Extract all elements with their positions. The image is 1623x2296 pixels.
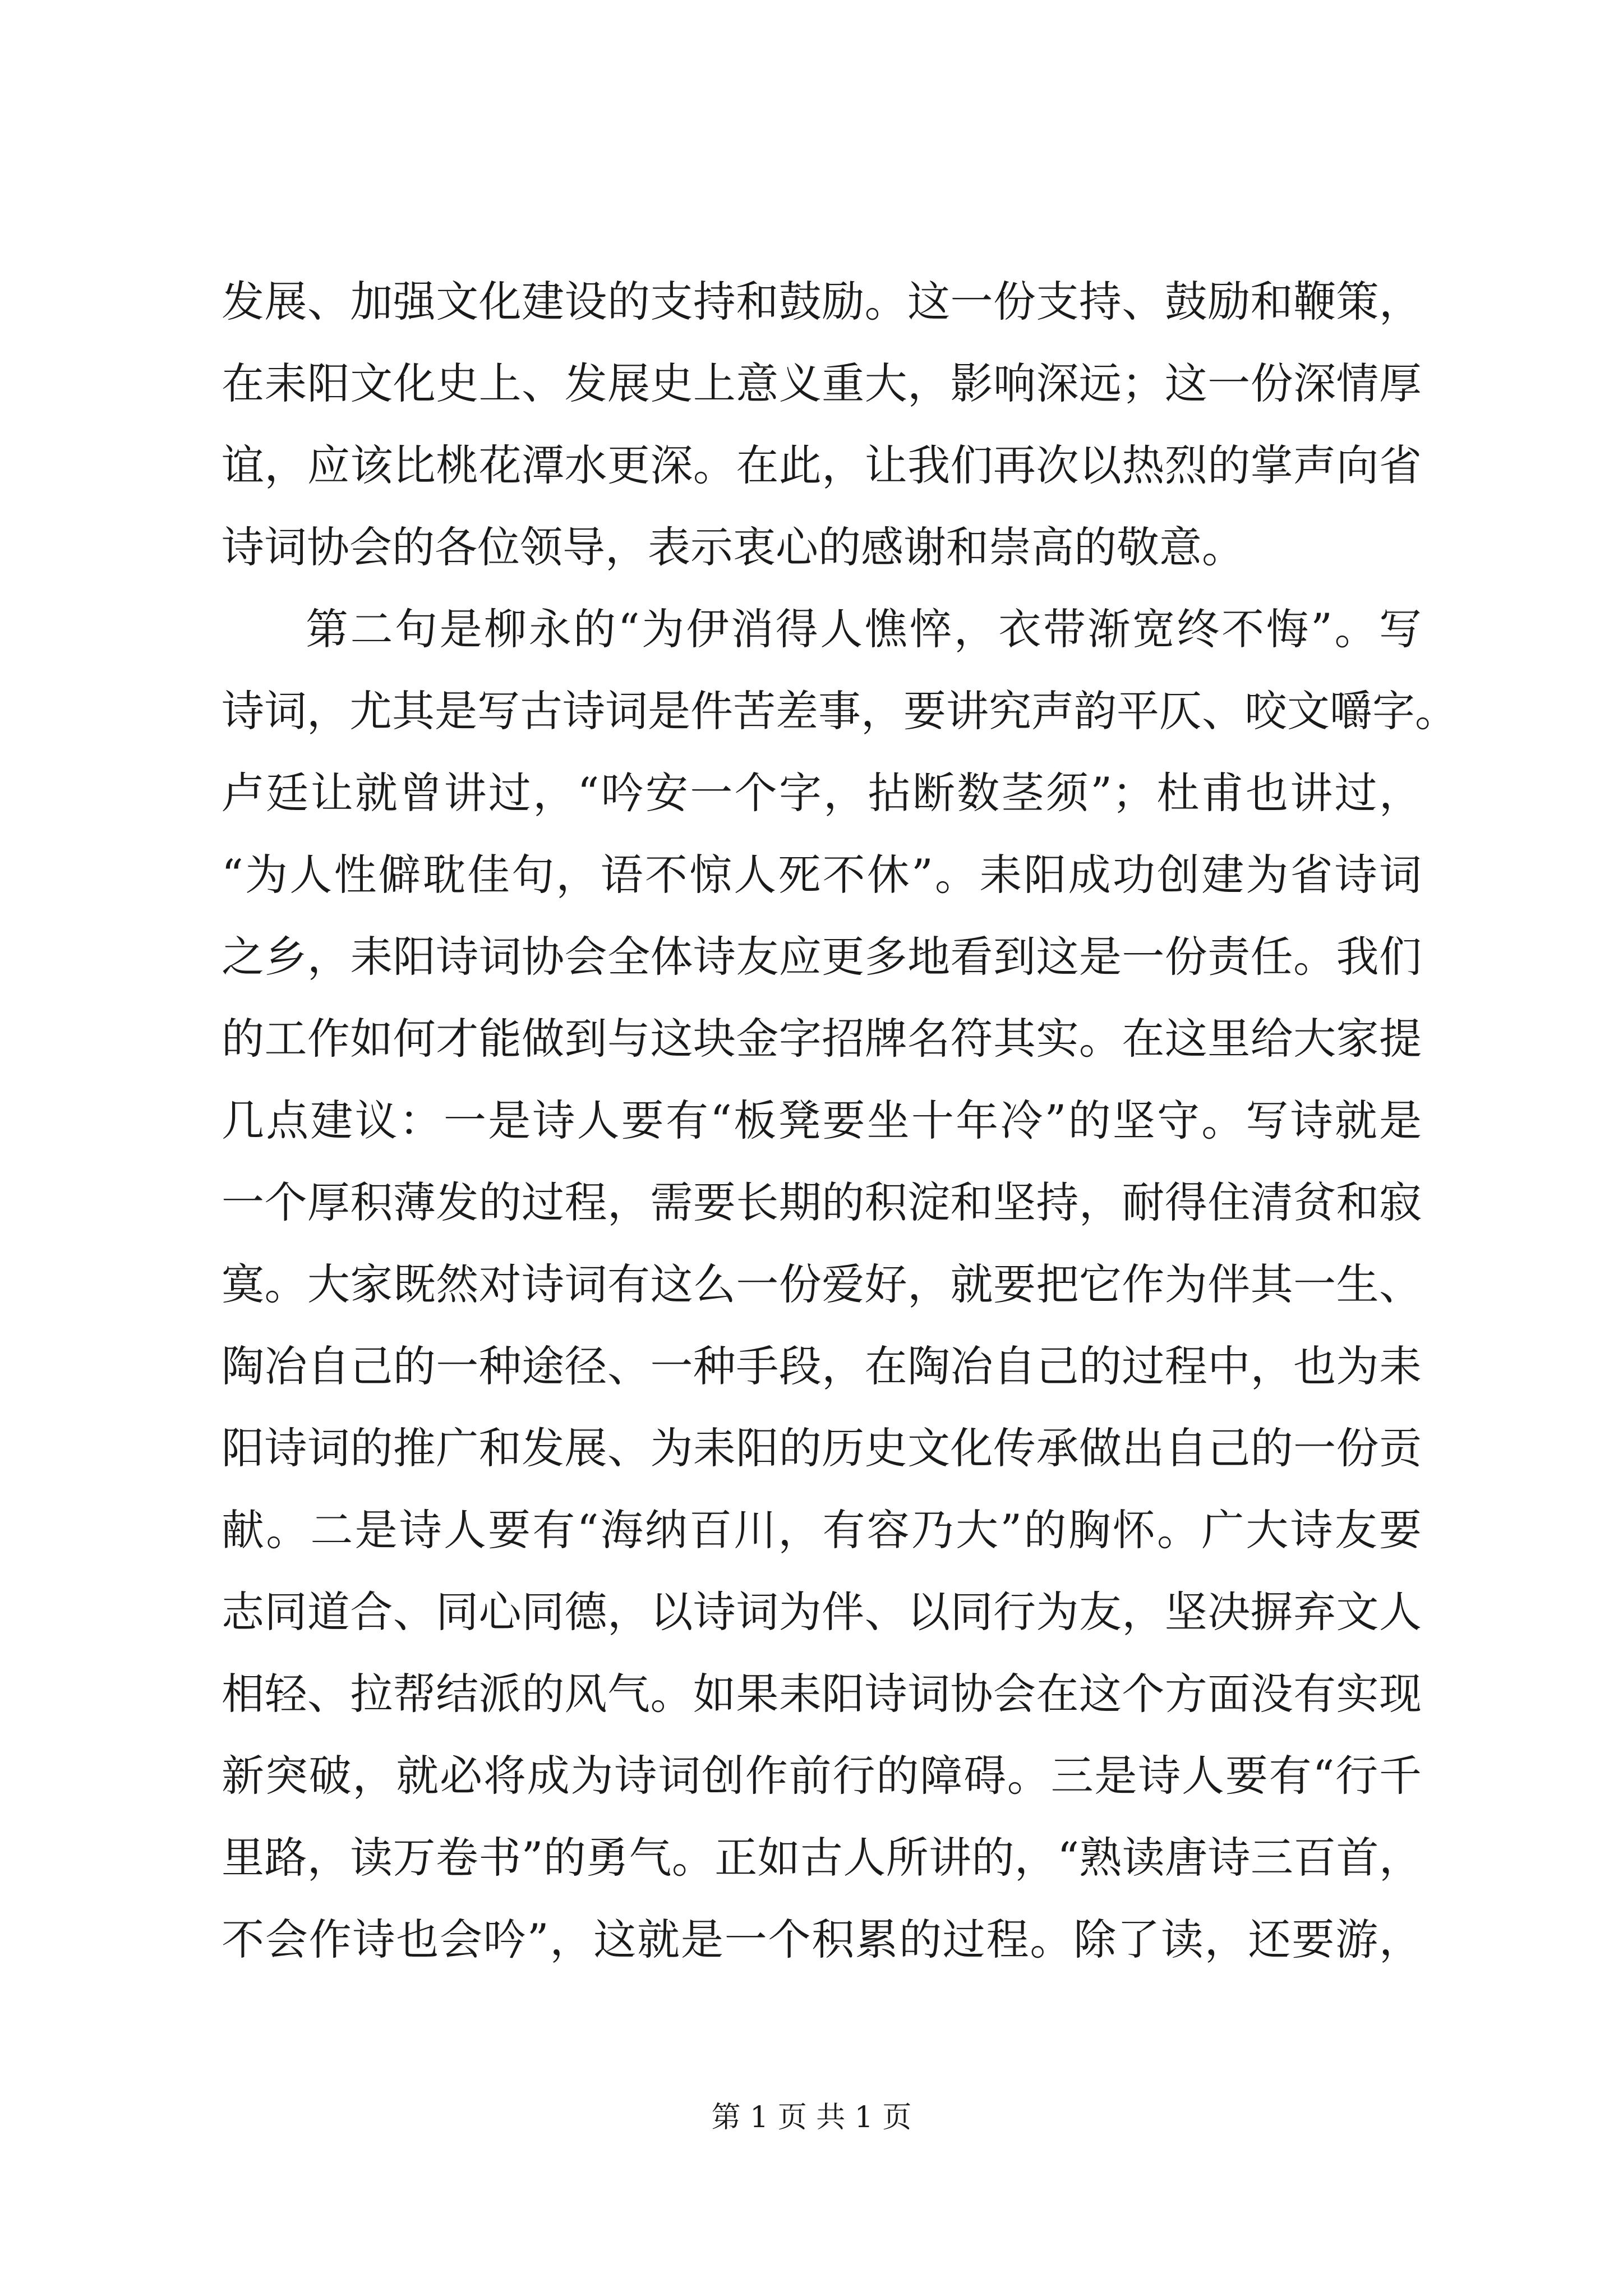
- text-line: 里路，读万卷书”的勇气。正如古人所讲的，“熟读唐诗三百首，: [222, 1833, 1422, 1883]
- text-line: 的工作如何才能做到与这块金字招牌名符其实。在这里给大家提: [222, 1014, 1422, 1064]
- text-line: “为人性僻耽佳句，语不惊人死不休”。耒阳成功创建为省诗词: [222, 850, 1422, 900]
- text-line: 献。二是诗人要有“海纳百川，有容乃大”的胸怀。广大诗友要: [222, 1505, 1422, 1555]
- text-line: 卢廷让就曾讲过，“吟安一个字，拈断数茎须”；杜甫也讲过，: [222, 768, 1422, 818]
- text-line: 之乡，耒阳诗词协会全体诗友应更多地看到这是一份责任。我们: [222, 932, 1422, 982]
- text-line: 一个厚积薄发的过程，需要长期的积淀和坚持，耐得住清贫和寂: [222, 1177, 1422, 1227]
- text-line: 寞。大家既然对诗词有这么一份爱好，就要把它作为伴其一生、: [222, 1259, 1422, 1309]
- text-line: 志同道合、同心同德，以诗词为伴、以同行为友，坚决摒弃文人: [222, 1587, 1422, 1637]
- text-line: 谊，应该比桃花潭水更深。在此，让我们再次以热烈的掌声向省: [222, 440, 1422, 490]
- text-line: 阳诗词的推广和发展、为耒阳的历史文化传承做出自己的一份贡: [222, 1423, 1422, 1473]
- body-text: [222, 261, 1458, 1981]
- text-line: 陶冶自己的一种途径、一种手段，在陶冶自己的过程中，也为耒: [222, 1341, 1422, 1391]
- text-line: 相轻、拉帮结派的风气。如果耒阳诗词协会在这个方面没有实现: [222, 1669, 1422, 1719]
- text-line: 在耒阳文化史上、发展史上意义重大，影响深远；这一份深情厚: [222, 358, 1422, 408]
- page-footer: 第 1 页 共 1 页: [711, 2101, 912, 2134]
- text-line: 新突破，就必将成为诗词创作前行的障碍。三是诗人要有“行千: [222, 1751, 1422, 1801]
- text-line: 不会作诗也会吟”，这就是一个积累的过程。除了读，还要游，: [222, 1915, 1422, 1964]
- text-line: 诗词协会的各位领导，表示衷心的感谢和崇高的敬意。: [222, 522, 1244, 572]
- text-line: 几点建议：一是诗人要有“板凳要坐十年冷”的坚守。写诗就是: [222, 1096, 1422, 1145]
- text-line: 发展、加强文化建设的支持和鼓励。这一份支持、鼓励和鞭策，: [222, 277, 1422, 326]
- text-line: 诗词，尤其是写古诗词是件苦差事，要讲究声韵平仄、咬文嚼字。: [222, 686, 1458, 736]
- text-line: 第二句是柳永的“为伊消得人憔悴，衣带渐宽终不悔”。写: [306, 604, 1422, 654]
